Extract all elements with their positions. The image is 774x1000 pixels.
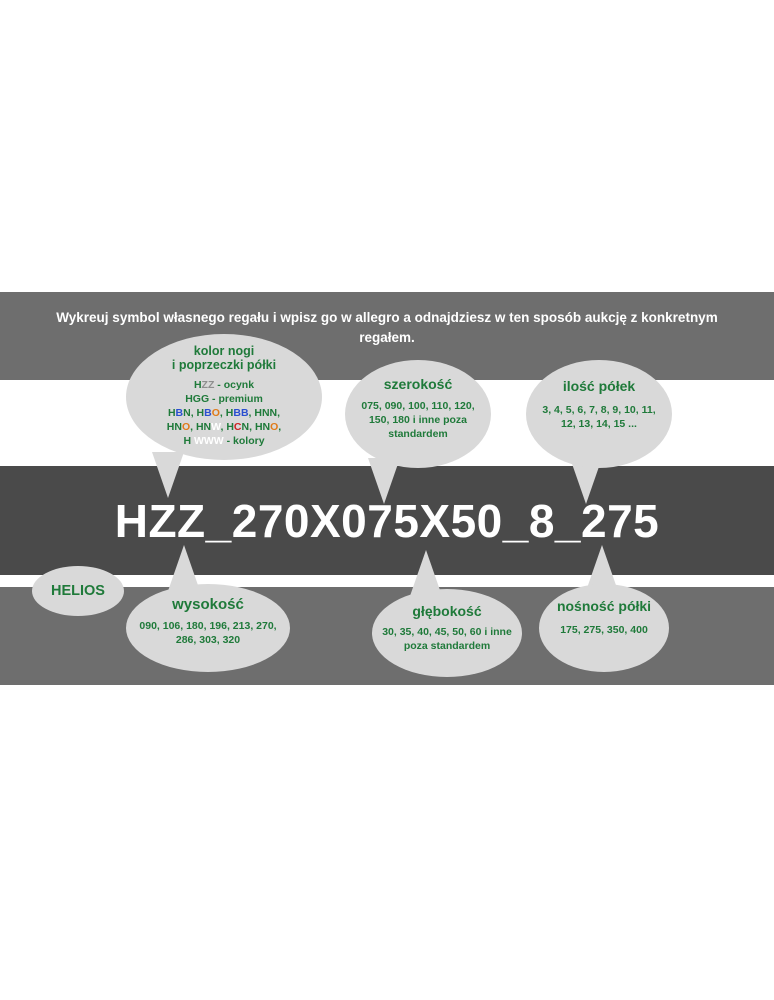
callout-glebokosc-title: głębokość	[412, 603, 482, 619]
callout-ilosc-polek	[526, 360, 672, 468]
callout-brand	[32, 566, 124, 616]
callout-wysokosc-title: wysokość	[172, 596, 244, 613]
callout-nosnosc-polki	[539, 584, 669, 672]
callout-kolor-nogi-title-line1: kolor nogi	[193, 344, 255, 358]
callout-szerokosc-title: szerokość	[383, 376, 453, 392]
callout-wysokosc-body: 090, 106, 180, 196, 213, 270, 286, 303, 320	[139, 620, 277, 647]
callout-tail-kolor-nogi	[152, 452, 184, 498]
callout-kolor-nogi-title-line2: i poprzeczki półki	[171, 358, 277, 373]
color-legend-line: HNO, HNW, HCN, HNO,	[166, 421, 282, 434]
product-code: HZZ_270X075X50_8_275	[114, 495, 660, 547]
callout-nosnosc-polki-title: nośność półki	[556, 598, 652, 614]
callout-glebokosc-body: 30, 35, 40, 45, 50, 60 i inne poza standardem	[382, 626, 512, 653]
color-legend-line: HBN, HBO, HBB, HNN,	[167, 407, 281, 420]
callout-brand-title: HELIOS	[51, 582, 105, 599]
callout-kolor-nogi	[126, 334, 322, 460]
color-legend-line: H WWW - kolory	[183, 435, 265, 448]
callout-glebokosc	[372, 589, 522, 677]
callout-szerokosc	[345, 360, 491, 468]
instruction-text: Wykreuj symbol własnego regału i wpisz go w allegro a odnajdziesz w ten sposób aukcję z konkretnym regałem.	[56, 310, 718, 345]
callout-wysokosc	[126, 584, 290, 672]
callout-szerokosc-body: 075, 090, 100, 110, 120, 150, 180 i inne poza standardem	[361, 400, 475, 441]
callout-nosnosc-polki-body: 175, 275, 350, 400	[560, 624, 648, 637]
callout-ilosc-polek-title: ilość półek	[562, 378, 636, 394]
callout-ilosc-polek-body: 3, 4, 5, 6, 7, 8, 9, 10, 11, 12, 13, 14, 15 ...	[542, 404, 656, 431]
color-legend-line: HGG - premium	[185, 392, 263, 405]
color-legend-line: HZZ - ocynk	[193, 378, 255, 391]
callout-kolor-nogi-legend	[138, 378, 310, 449]
